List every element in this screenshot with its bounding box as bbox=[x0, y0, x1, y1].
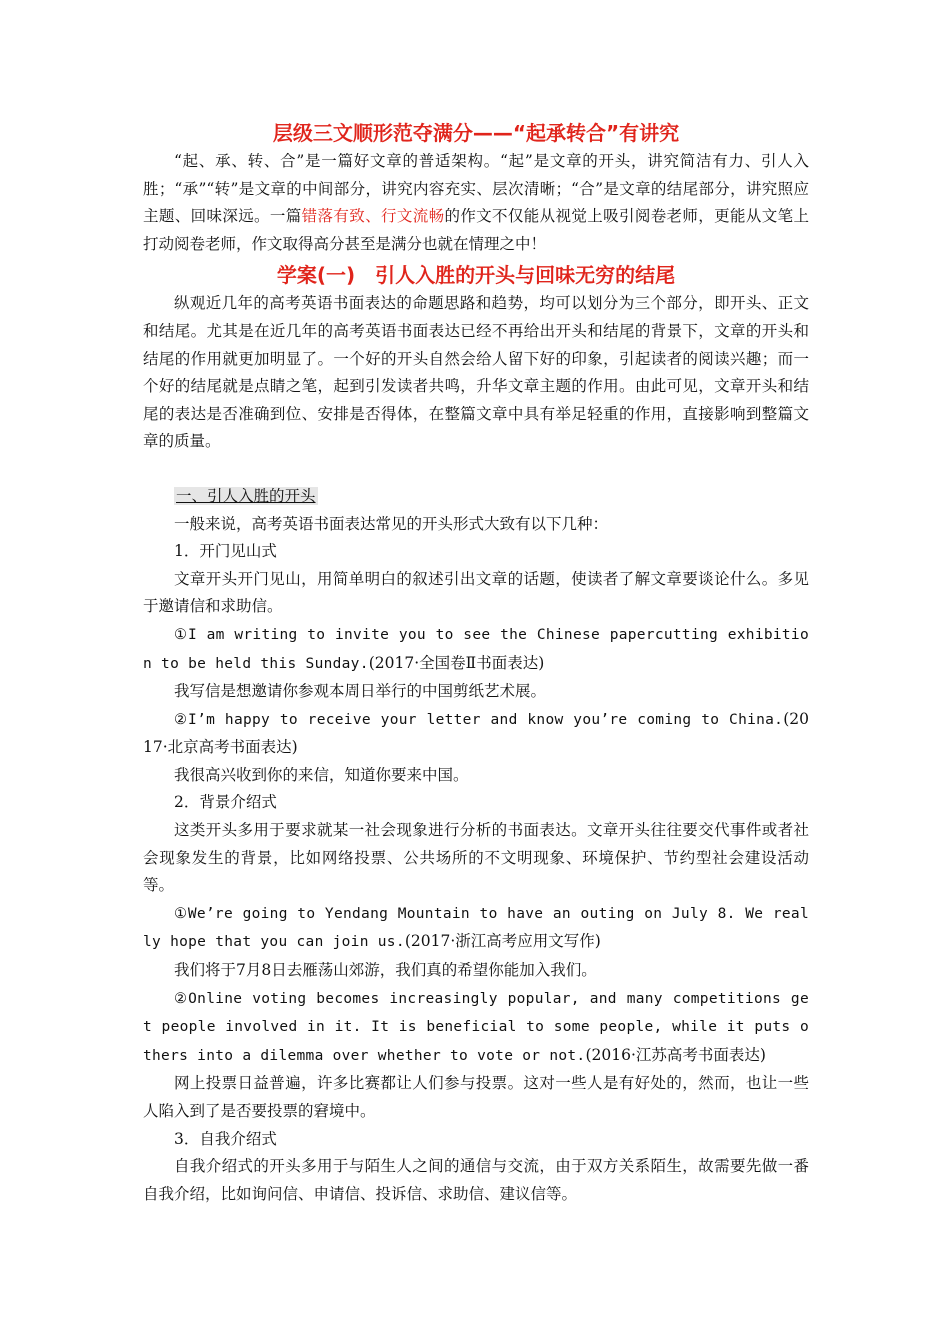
intro-highlight: 错落有致、行文流畅 bbox=[301, 207, 445, 226]
example-english: ②I’m happy to receive your letter and know you’re coming to China. bbox=[174, 711, 784, 728]
example-source: (2017·全国卷Ⅱ书面表达) bbox=[368, 653, 545, 672]
lesson-intro-paragraph: 纵观近几年的高考英语书面表达的命题思路和趋势，均可以划分为三个部分，即开头、正文和结尾。尤其是在近几年的高考英语书面表达已经不再给出开头和结尾的背景下，文章的开头和结尾的作用就更加明显了。一个好的开头自然会给人留下好的印象，引起读者的阅读兴趣；而一个好的结尾就是点睛之笔，起到引发读者共鸣，升华文章主题的作用。由此可见，文章开头和结尾的表达是否准确到位、安排是否得体，在整篇文章中具有举足轻重的作用，直接影响到整篇文章的质量。 bbox=[143, 294, 809, 451]
method-1-example-2-translation: 我很高兴收到你的来信，知道你要来中国。 bbox=[174, 765, 469, 784]
method-3-description: 自我介绍式的开头多用于与陌生人之间的通信与交流，由于双方关系陌生，故需要先做一番自我介绍，比如询问信、申请信、投诉信、求助信、建议信等。 bbox=[143, 1157, 809, 1203]
intro-text-before: “起、承、转、合”是一篇好文章的普适架构。“起”是文章的开头，讲究简洁有力、引人入胜；“承”“转”是文章的中间部分，讲究内容充实、层次清晰；“合”是文章的结尾部分，讲究照应主题、回味深远。一篇 bbox=[143, 152, 809, 226]
example-english: ②Online voting becomes increasingly popular, and many competitions get people involved in it. It is beneficial to some people, while it puts others into a dilemma over whether to vote or not. bbox=[143, 990, 809, 1064]
page-title: 层级三文顺形范夺满分——“起承转合”有讲究 bbox=[272, 121, 680, 145]
method-2-example-1 bbox=[143, 900, 809, 957]
method-2-example-1-translation: 我们将于7月8日去雁荡山郊游，我们真的希望你能加入我们。 bbox=[174, 961, 597, 980]
method-3-title: 3．自我介绍式 bbox=[174, 1129, 277, 1148]
method-1-example-2 bbox=[143, 706, 809, 762]
section-heading bbox=[143, 483, 809, 511]
example-source: (2016·江苏高考书面表达) bbox=[585, 1045, 766, 1064]
example-source: (2017·北京高考书面表达) bbox=[143, 709, 809, 757]
method-1-description: 文章开头开门见山，用简单明白的叙述引出文章的话题，使读者了解文章要谈论什么。多见于邀请信和求助信。 bbox=[143, 569, 809, 616]
method-2-description: 这类开头多用于要求就某一社会现象进行分析的书面表达。文章开头往往要交代事件或者社会现象发生的背景，比如网络投票、公共场所的不文明现象、环境保护、节约型社会建设活动等。 bbox=[143, 821, 809, 895]
method-1-title: 1．开门见山式 bbox=[174, 542, 277, 561]
example-english: ①I am writing to invite you to see the Chinese papercutting exhibition to be held this Sunday. bbox=[143, 626, 809, 672]
example-english: ①We’re going to Yendang Mountain to have an outing on July 8. We really hope that you can join us. bbox=[143, 905, 809, 951]
section-heading-text: 一、引人入胜的开头 bbox=[176, 486, 316, 505]
lesson-title: 学案(一) 引人入胜的开头与回味无穷的结尾 bbox=[276, 263, 676, 288]
section-lead: 一般来说，高考英语书面表达常见的开头形式大致有以下几种： bbox=[174, 514, 609, 533]
method-2-example-2-translation: 网上投票日益普遍，许多比赛都让人们参与投票。这对一些人是有好处的，然而，也让一些人陷入到了是否要投票的窘境中。 bbox=[143, 1074, 809, 1120]
intro-text-after: 的作文不仅能从视觉上吸引阅卷老师，更能从文笔上打动阅卷老师，作文取得高分甚至是满分也就在情理之中！ bbox=[143, 207, 809, 253]
intro-paragraph bbox=[143, 148, 809, 258]
method-1-example-1 bbox=[143, 621, 809, 678]
document-page bbox=[143, 118, 809, 1208]
method-2-title: 2．背景介绍式 bbox=[174, 793, 277, 812]
spacer bbox=[143, 456, 809, 483]
method-1-example-1-translation: 我写信是想邀请你参观本周日举行的中国剪纸艺术展。 bbox=[174, 682, 547, 701]
example-source: (2017·浙江高考应用文写作) bbox=[404, 932, 601, 951]
method-2-example-2 bbox=[143, 985, 809, 1071]
